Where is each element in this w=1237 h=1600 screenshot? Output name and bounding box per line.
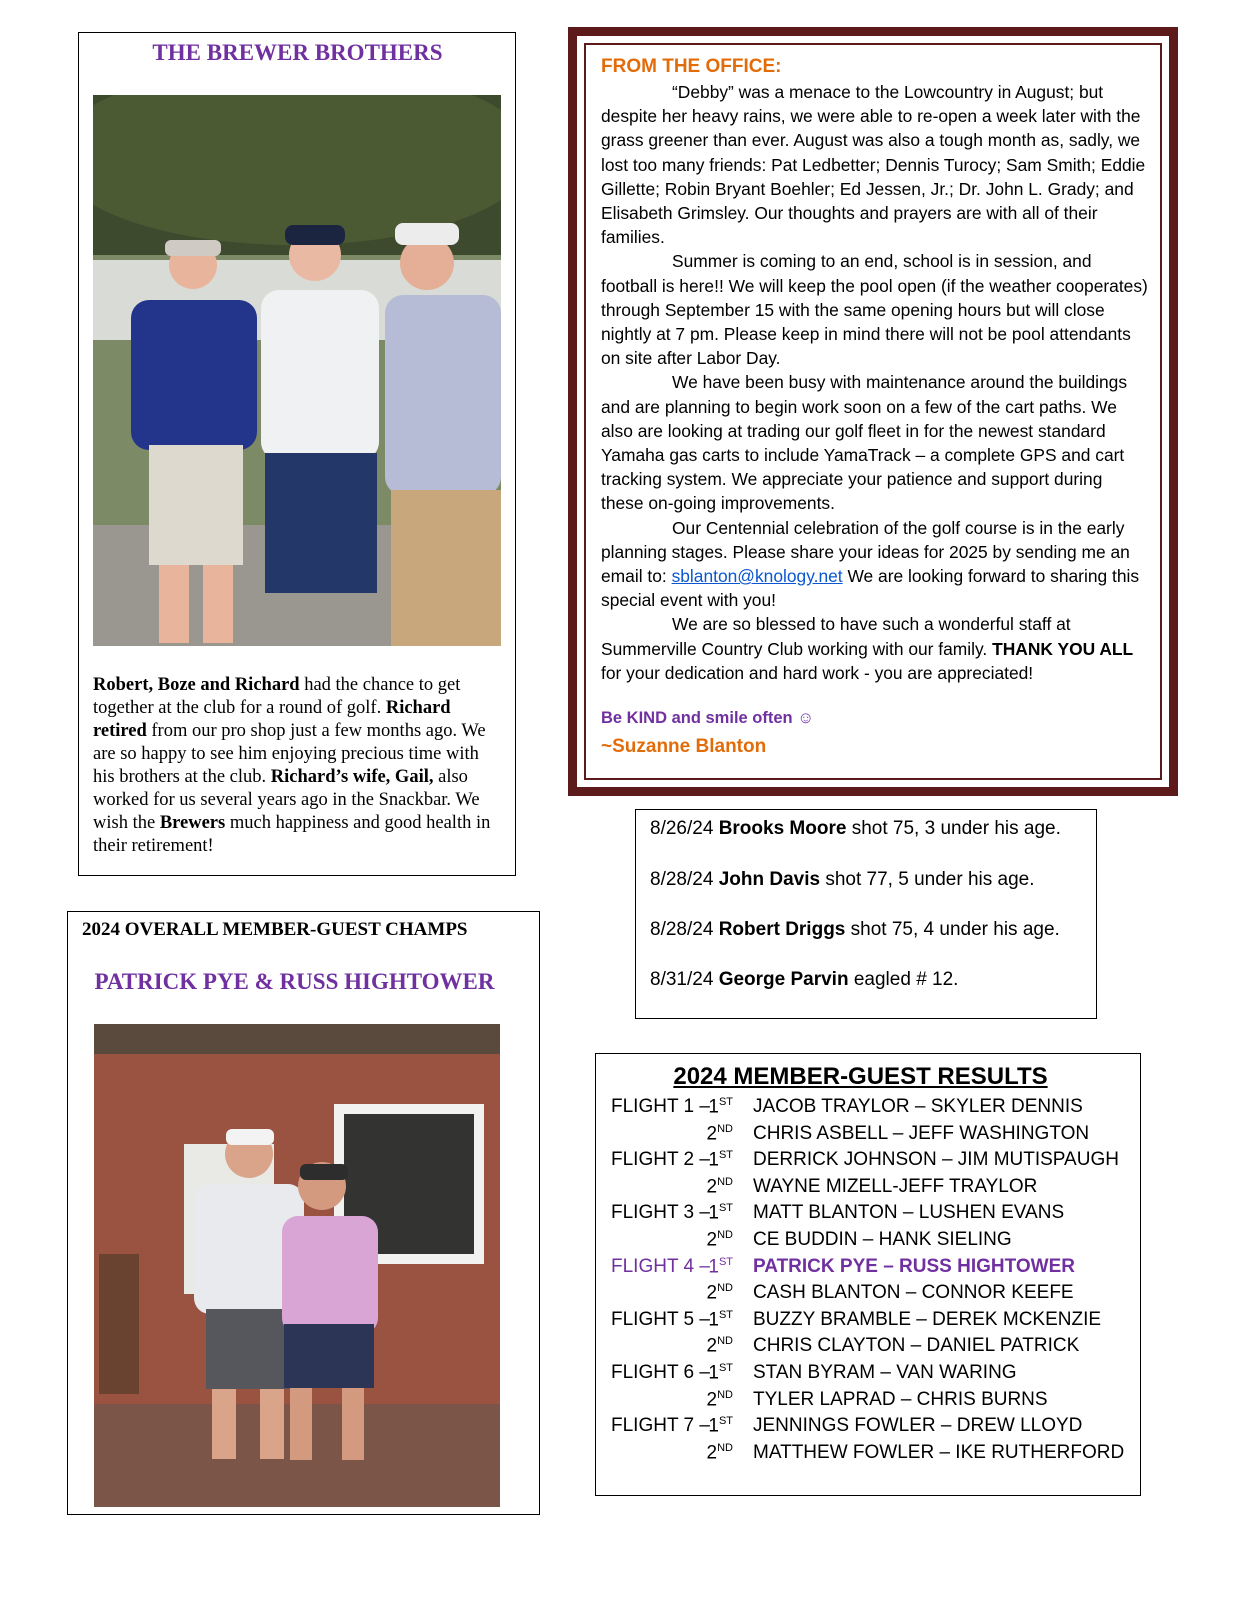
result-pair: BUZZY BRAMBLE – DEREK MCKENZIE bbox=[753, 1308, 1102, 1330]
result-place-suffix: ND bbox=[717, 1282, 733, 1295]
result-row bbox=[611, 1309, 1131, 1335]
result-place-number: 1 bbox=[708, 1202, 719, 1224]
result-place-suffix: ND bbox=[717, 1388, 733, 1401]
result-place bbox=[708, 1362, 733, 1384]
result-place bbox=[707, 1442, 733, 1464]
office-paragraph: Summer is coming to an end, school is in session, and football is here!! We will keep the pool open (if the weather cooperates) through September 15 with the same opening hours but will close nightly at 7 pm. Please keep in mind there will not be pool attendants on site after Labor Day. bbox=[601, 251, 1148, 369]
score-line bbox=[650, 869, 1035, 891]
brewer-brothers-text bbox=[93, 674, 505, 858]
score-date: 8/28/24 bbox=[650, 869, 714, 890]
result-place bbox=[708, 1202, 733, 1224]
result-place bbox=[707, 1176, 733, 1198]
result-place-suffix: ND bbox=[717, 1122, 733, 1135]
office-paragraph bbox=[601, 612, 1149, 685]
result-place bbox=[708, 1096, 733, 1118]
result-place bbox=[707, 1229, 733, 1251]
office-paragraph bbox=[601, 516, 1149, 613]
result-place bbox=[707, 1335, 733, 1357]
result-pair: DERRICK JOHNSON – JIM MUTISPAUGH bbox=[753, 1149, 1119, 1171]
office-paragraph: “Debby” was a menace to the Lowcountry in August; but despite her heavy rains, we were able to re-open a week later with the grass greener than ever. August was also a tough month as, sadly, we lost too many friends: Pat Ledbetter; Dennis Turocy; Sam Smith; Eddie Gillette; Robin Bryant Boehler; Ed Jessen, Jr.; Dr. John L. Grady; and Elisabeth Grimsley. Our thoughts and prayers are with all of their families. bbox=[601, 82, 1146, 248]
result-place bbox=[707, 1282, 733, 1304]
brewer-brothers-title: THE BREWER BROTHERS bbox=[152, 40, 443, 65]
result-row bbox=[611, 1415, 1131, 1441]
result-flight: FLIGHT 4 – bbox=[611, 1255, 710, 1277]
result-pair: STAN BYRAM – VAN WARING bbox=[753, 1362, 1017, 1383]
score-line bbox=[650, 818, 1061, 840]
result-flight: FLIGHT 1 – bbox=[611, 1096, 710, 1117]
result-place-suffix: ND bbox=[717, 1229, 733, 1241]
result-row bbox=[611, 1282, 1131, 1308]
champs-title: 2024 OVERALL MEMBER-GUEST CHAMPS bbox=[82, 919, 468, 940]
brewer-text-bold: Robert, Boze and Richard bbox=[93, 675, 300, 695]
result-place-number: 1 bbox=[708, 1415, 719, 1437]
email-link[interactable]: sblanton@knology.net bbox=[671, 566, 843, 587]
result-pair: JENNINGS FOWLER – DREW LLOYD bbox=[753, 1415, 1083, 1437]
office-paragraph-text: We are looking forward to sharing this special event with you! bbox=[601, 566, 1140, 611]
score-detail: shot 75, 3 under his age. bbox=[851, 818, 1061, 839]
result-row bbox=[611, 1256, 1131, 1282]
result-place-number: 1 bbox=[708, 1309, 719, 1331]
office-paragraph-text: We are so blessed to have such a wonderful staff at Summerville Country Club working with our family. bbox=[601, 614, 1071, 659]
result-row bbox=[611, 1389, 1131, 1415]
result-place bbox=[708, 1415, 733, 1437]
result-row bbox=[611, 1149, 1131, 1175]
result-place-number: 2 bbox=[706, 1176, 718, 1198]
result-pair: CASH BLANTON – CONNOR KEEFE bbox=[753, 1282, 1074, 1304]
result-pair: WAYNE MIZELL-JEFF TRAYLOR bbox=[753, 1175, 1038, 1197]
result-row bbox=[611, 1123, 1131, 1149]
result-place-number: 2 bbox=[706, 1122, 718, 1144]
result-place-number: 2 bbox=[706, 1442, 718, 1464]
score-player: Brooks Moore bbox=[718, 818, 847, 839]
result-place-number: 2 bbox=[706, 1335, 718, 1357]
result-place-number: 1 bbox=[708, 1149, 719, 1171]
brewer-text-part: much happiness and good health in their retirement! bbox=[93, 813, 491, 856]
result-pair: CHRIS ASBELL – JEFF WASHINGTON bbox=[753, 1122, 1090, 1144]
result-flight: FLIGHT 3 – bbox=[611, 1202, 710, 1224]
office-paragraph: We have been busy with maintenance around the buildings and are planning to begin work soon on a few of the cart paths. We also are looking at trading our golf fleet in for the newest standard Yamaha gas carts to include YamaTrack – a complete GPS and cart tracking system. We appreciate your patience and support during these on-going improvements. bbox=[601, 372, 1128, 514]
brewer-text-bold: Brewers bbox=[159, 813, 226, 833]
result-place-number: 2 bbox=[706, 1388, 718, 1410]
result-place-suffix: ND bbox=[717, 1441, 733, 1454]
brewer-text-part: from our pro shop just a few months ago. We are so happy to see him enjoying precious time with his brothers at the club. bbox=[93, 721, 486, 787]
result-place-suffix: ST bbox=[718, 1362, 733, 1374]
result-place bbox=[708, 1309, 733, 1331]
result-place-suffix: ST bbox=[718, 1255, 733, 1268]
result-place-suffix: ST bbox=[718, 1202, 733, 1215]
score-player: John Davis bbox=[718, 869, 821, 890]
score-date: 8/26/24 bbox=[650, 818, 714, 839]
result-row bbox=[611, 1202, 1131, 1228]
result-place bbox=[708, 1149, 733, 1171]
result-place bbox=[707, 1123, 733, 1145]
result-place-suffix: ST bbox=[718, 1096, 733, 1108]
result-place bbox=[707, 1389, 733, 1411]
score-detail: eagled # 12. bbox=[853, 969, 959, 990]
office-paragraph-text: for your dedication and hard work - you are appreciated! bbox=[601, 662, 1034, 683]
score-date: 8/28/24 bbox=[650, 919, 714, 940]
score-line bbox=[650, 919, 1060, 941]
score-date: 8/31/24 bbox=[650, 969, 714, 990]
result-row bbox=[611, 1229, 1131, 1255]
result-place-number: 2 bbox=[706, 1229, 718, 1251]
office-paragraph-text: Our Centennial celebration of the golf course is in the early planning stages. Please share your ideas for 2025 by sending me an email to: bbox=[601, 517, 1130, 587]
result-row bbox=[611, 1176, 1131, 1202]
brewer-brothers-photo bbox=[93, 95, 501, 646]
result-flight: FLIGHT 6 – bbox=[611, 1362, 710, 1383]
result-place-number: 1 bbox=[708, 1096, 719, 1118]
result-place-number: 1 bbox=[708, 1255, 719, 1277]
score-detail: shot 77, 5 under his age. bbox=[825, 869, 1035, 890]
result-flight: FLIGHT 7 – bbox=[611, 1415, 710, 1437]
result-place-suffix: ND bbox=[717, 1175, 733, 1188]
result-flight: FLIGHT 2 – bbox=[611, 1149, 710, 1171]
result-pair: CHRIS CLAYTON – DANIEL PATRICK bbox=[753, 1335, 1080, 1357]
score-detail: shot 75, 4 under his age. bbox=[850, 919, 1060, 940]
office-signature: ~Suzanne Blanton bbox=[601, 736, 767, 757]
result-place-number: 2 bbox=[706, 1282, 718, 1304]
result-pair: CE BUDDIN – HANK SIELING bbox=[753, 1229, 1012, 1250]
score-player: George Parvin bbox=[718, 969, 849, 990]
result-place-suffix: ST bbox=[718, 1415, 733, 1428]
score-line bbox=[650, 969, 958, 991]
office-text bbox=[601, 80, 1149, 685]
result-pair: TYLER LAPRAD – CHRIS BURNS bbox=[753, 1388, 1048, 1410]
office-heading: FROM THE OFFICE: bbox=[601, 56, 782, 77]
result-row bbox=[611, 1442, 1131, 1468]
result-row bbox=[611, 1335, 1131, 1361]
result-place-suffix: ST bbox=[718, 1149, 733, 1162]
result-pair: JACOB TRAYLOR – SKYLER DENNIS bbox=[753, 1096, 1083, 1117]
brewer-text-bold: Richard’s wife, Gail, bbox=[270, 767, 434, 787]
result-pair: MATTHEW FOWLER – IKE RUTHERFORD bbox=[753, 1441, 1125, 1463]
brewer-text-part: had the chance to get together at the club for a round of golf. bbox=[93, 675, 461, 718]
champs-photo bbox=[94, 1024, 500, 1507]
result-flight: FLIGHT 5 – bbox=[611, 1308, 710, 1330]
results-title: 2024 MEMBER-GUEST RESULTS bbox=[673, 1063, 1048, 1090]
result-pair: PATRICK PYE – RUSS HIGHTOWER bbox=[753, 1255, 1075, 1277]
result-place-suffix: ST bbox=[718, 1308, 733, 1321]
result-pair: MATT BLANTON – LUSHEN EVANS bbox=[753, 1202, 1065, 1224]
office-kind-line: Be KIND and smile often ☺ bbox=[601, 709, 815, 727]
result-place-suffix: ND bbox=[717, 1335, 733, 1348]
brewer-text-bold: Richard retired bbox=[93, 698, 451, 741]
result-place bbox=[708, 1256, 733, 1278]
result-row bbox=[611, 1362, 1131, 1388]
result-row bbox=[611, 1096, 1131, 1122]
score-player: Robert Driggs bbox=[718, 919, 846, 940]
champs-names: PATRICK PYE & RUSS HIGHTOWER bbox=[94, 969, 495, 994]
result-place-number: 1 bbox=[708, 1362, 719, 1384]
brewer-text-part: also worked for us several years ago in the Snackbar. We wish the bbox=[93, 767, 480, 833]
office-bold-text: THANK YOU ALL bbox=[992, 638, 1134, 659]
